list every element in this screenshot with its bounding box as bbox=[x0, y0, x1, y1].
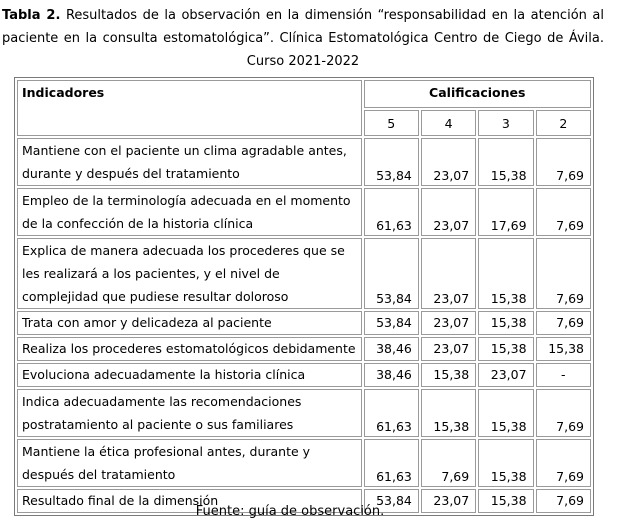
value-cell: 23,07 bbox=[421, 138, 476, 186]
value-cell: 17,69 bbox=[478, 188, 533, 236]
score-col-3: 3 bbox=[478, 110, 533, 136]
value-cell: - bbox=[536, 363, 591, 387]
caption-line-1 bbox=[2, 4, 604, 27]
table-row bbox=[17, 188, 591, 236]
value-cell: 15,38 bbox=[478, 489, 533, 513]
value-cell: 7,69 bbox=[536, 311, 591, 335]
value-cell: 61,63 bbox=[364, 389, 419, 437]
value-cell: 23,07 bbox=[421, 489, 476, 513]
indicator-cell: Explica de manera adecuada los procederes que se les realizará a los pacientes, y el nivel de complejidad que pudiese resultar doloroso bbox=[17, 238, 362, 309]
value-cell: 53,84 bbox=[364, 138, 419, 186]
table-row bbox=[17, 389, 591, 437]
caption-line-2: paciente en la consulta estomatológica”. Clínica Estomatológica Centro de Ciego de Ávila. bbox=[2, 31, 604, 46]
value-cell: 7,69 bbox=[536, 138, 591, 186]
value-cell: 15,38 bbox=[478, 337, 533, 361]
table-source: Fuente: guía de observación. bbox=[195, 504, 385, 519]
table-row bbox=[17, 363, 591, 387]
value-cell: 7,69 bbox=[536, 389, 591, 437]
value-cell: 15,38 bbox=[421, 363, 476, 387]
score-col-4: 4 bbox=[421, 110, 476, 136]
value-cell: 23,07 bbox=[478, 363, 533, 387]
value-cell: 7,69 bbox=[536, 439, 591, 487]
value-cell: 7,69 bbox=[536, 188, 591, 236]
caption-label: Tabla 2. bbox=[2, 8, 61, 23]
value-cell: 7,69 bbox=[421, 439, 476, 487]
value-cell: 61,63 bbox=[364, 439, 419, 487]
value-cell: 38,46 bbox=[364, 363, 419, 387]
value-cell: 53,84 bbox=[364, 489, 419, 513]
value-cell: 23,07 bbox=[421, 238, 476, 309]
value-cell: 23,07 bbox=[421, 188, 476, 236]
header-row bbox=[17, 80, 591, 108]
value-cell: 15,38 bbox=[478, 138, 533, 186]
value-cell: 53,84 bbox=[364, 311, 419, 335]
caption-line-3: Curso 2021-2022 bbox=[246, 54, 360, 69]
results-table bbox=[14, 77, 594, 516]
indicator-cell: Trata con amor y delicadeza al paciente bbox=[17, 311, 362, 335]
value-cell: 23,07 bbox=[421, 337, 476, 361]
score-col-5: 5 bbox=[364, 110, 419, 136]
value-cell: 23,07 bbox=[421, 311, 476, 335]
indicator-cell: Resultado final de la dimensión bbox=[17, 489, 362, 513]
value-cell: 15,38 bbox=[478, 311, 533, 335]
table-row bbox=[17, 311, 591, 335]
value-cell: 38,46 bbox=[364, 337, 419, 361]
table-caption bbox=[2, 4, 604, 73]
score-col-2: 2 bbox=[536, 110, 591, 136]
table-row bbox=[17, 138, 591, 186]
value-cell: 15,38 bbox=[421, 389, 476, 437]
value-cell: 15,38 bbox=[478, 439, 533, 487]
value-cell: 53,84 bbox=[364, 238, 419, 309]
value-cell: 7,69 bbox=[536, 238, 591, 309]
indicator-cell: Empleo de la terminología adecuada en el momento de la confección de la historia clínica bbox=[17, 188, 362, 236]
value-cell: 15,38 bbox=[536, 337, 591, 361]
caption-text-1: Resultados de la observación en la dimensión “responsabilidad en la atención al bbox=[65, 8, 604, 23]
value-cell: 61,63 bbox=[364, 188, 419, 236]
indicator-cell: Indica adecuadamente las recomendaciones postratamiento al paciente o sus familiares bbox=[17, 389, 362, 437]
header-indicators: Indicadores bbox=[17, 80, 362, 136]
value-cell: 7,69 bbox=[536, 489, 591, 513]
table-row bbox=[17, 337, 591, 361]
table-row bbox=[17, 439, 591, 487]
indicator-cell: Mantiene con el paciente un clima agradable antes, durante y después del tratamiento bbox=[17, 138, 362, 186]
table-row bbox=[17, 238, 591, 309]
value-cell: 15,38 bbox=[478, 389, 533, 437]
header-scores: Calificaciones bbox=[364, 80, 592, 108]
indicator-cell: Realiza los procederes estomatológicos debidamente bbox=[17, 337, 362, 361]
value-cell: 15,38 bbox=[478, 238, 533, 309]
indicator-cell: Evoluciona adecuadamente la historia clínica bbox=[17, 363, 362, 387]
indicator-cell: Mantiene la ética profesional antes, durante y después del tratamiento bbox=[17, 439, 362, 487]
results-table-body bbox=[17, 80, 591, 513]
